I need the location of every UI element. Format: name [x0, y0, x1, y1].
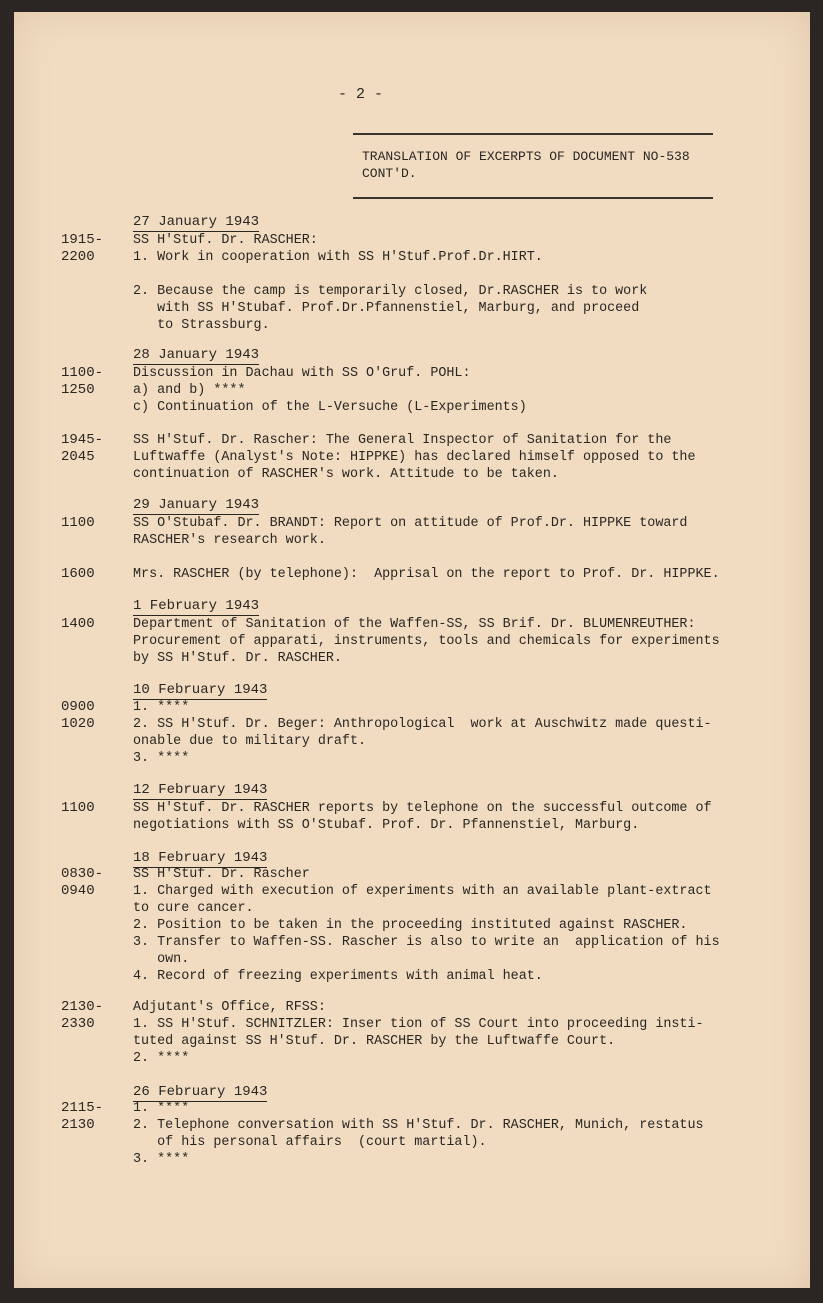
- entry-line: 3. ****: [133, 1152, 190, 1167]
- entry-line: continuation of RASCHER's work. Attitude to be taken.: [133, 467, 559, 482]
- entry-text: [133, 232, 733, 334]
- entry-line: 1. ****: [133, 1101, 190, 1116]
- entry-date: 1 February 1943: [133, 598, 260, 614]
- entry-line: 1. SS H'Stuf. SCHNITZLER: Inser tion of SS Court into proceeding insti-: [133, 1017, 704, 1032]
- time-value: 0830-: [61, 866, 104, 882]
- header-title: TRANSLATION OF EXCERPTS OF DOCUMENT NO-538: [362, 149, 690, 164]
- entry-line: 1. ****: [133, 700, 190, 715]
- entry-line: with SS H'Stubaf. Prof.Dr.Pfannenstiel, Marburg, and proceed: [133, 301, 640, 316]
- header-continued: CONT'D.: [362, 166, 417, 181]
- time-value: 0900: [61, 699, 95, 715]
- entry-date: 18 February 1943: [133, 850, 268, 866]
- entry-date: 27 January 1943: [133, 214, 260, 230]
- entry-text: [133, 699, 733, 767]
- entry-time: [61, 566, 95, 583]
- time-value: 1100: [61, 800, 95, 816]
- entry-line: to Strassburg.: [133, 318, 270, 333]
- entry-text: [133, 866, 733, 985]
- entry-line: Luftwaffe (Analyst's Note: HIPPKE) has declared himself opposed to the: [133, 450, 696, 465]
- entry-date: 26 February 1943: [133, 1084, 268, 1100]
- entry-line: 1. Charged with execution of experiments with an available plant-extract: [133, 884, 712, 899]
- entry-time: [61, 800, 95, 817]
- entry-line: c) Continuation of the L-Versuche (L-Experiments): [133, 400, 527, 415]
- entry-line: 2. SS H'Stuf. Dr. Beger: Anthropological work at Auschwitz made questi-: [133, 717, 712, 732]
- entry-text: [133, 999, 733, 1067]
- time-value: 1915-: [61, 232, 104, 248]
- entry-line: Procurement of apparati, instruments, tools and chemicals for experiments: [133, 634, 720, 649]
- time-value: 2330: [61, 1016, 95, 1032]
- entry-line: 2. Telephone conversation with SS H'Stuf. Dr. RASCHER, Munich, restatus: [133, 1118, 704, 1133]
- entry-line: Discussion in Dachau with SS O'Gruf. POHL:: [133, 366, 471, 381]
- time-value: 1600: [61, 566, 95, 582]
- entry-text: [133, 515, 733, 549]
- entry-time: [61, 699, 95, 733]
- entry-date: 29 January 1943: [133, 497, 260, 513]
- entry-time: [61, 616, 95, 633]
- time-value: 0940: [61, 883, 95, 899]
- entry-line: 3. Transfer to Waffen-SS. Rascher is also to write an application of his: [133, 935, 720, 950]
- entry-line: own.: [133, 952, 190, 967]
- entry-line: tuted against SS H'Stuf. Dr. RASCHER by the Luftwaffe Court.: [133, 1034, 616, 1049]
- entry-line: 1. Work in cooperation with SS H'Stuf.Prof.Dr.HIRT.: [133, 250, 543, 265]
- entry-line: SS H'Stuf. Dr. RASCHER reports by telephone on the successful outcome of: [133, 801, 712, 816]
- entry-text: [133, 365, 733, 416]
- entry-line: Adjutant's Office, RFSS:: [133, 1000, 326, 1015]
- entry-line: 4. Record of freezing experiments with animal heat.: [133, 969, 543, 984]
- time-value: 2115-: [61, 1100, 104, 1116]
- entry-line: Mrs. RASCHER (by telephone): Apprisal on the report to Prof. Dr. HIPPKE.: [133, 567, 720, 582]
- time-value: 1945-: [61, 432, 104, 448]
- entry-time: [61, 515, 95, 532]
- entry-line: 2. ****: [133, 1051, 190, 1066]
- entry-line: [133, 266, 733, 283]
- time-value: 1400: [61, 616, 95, 632]
- entry-line: RASCHER's research work.: [133, 533, 326, 548]
- time-value: 2130: [61, 1117, 95, 1133]
- entry-line: onable due to military draft.: [133, 734, 367, 749]
- header-rule-bottom: [353, 197, 713, 199]
- entry-time: [61, 432, 103, 466]
- entry-line: by SS H'Stuf. Dr. RASCHER.: [133, 651, 342, 666]
- entry-text: [133, 800, 733, 834]
- time-value: 1100: [61, 515, 95, 531]
- entry-line: 2. Position to be taken in the proceeding instituted against RASCHER.: [133, 918, 688, 933]
- time-value: 2045: [61, 449, 95, 465]
- entry-line: SS H'Stuf. Dr. RASCHER:: [133, 233, 318, 248]
- entry-time: [61, 999, 103, 1033]
- time-value: 1100-: [61, 365, 104, 381]
- entry-text: [133, 432, 733, 483]
- entry-date: 28 January 1943: [133, 347, 260, 363]
- page-number: - 2 -: [338, 86, 384, 103]
- entry-time: [61, 365, 103, 399]
- entry-text: [133, 566, 733, 583]
- entry-line: SS O'Stubaf. Dr. BRANDT: Report on attitude of Prof.Dr. HIPPKE toward: [133, 516, 688, 531]
- entry-time: [61, 232, 103, 266]
- entry-date: 12 February 1943: [133, 782, 268, 798]
- entry-time: [61, 1100, 103, 1134]
- entry-line: 3. ****: [133, 751, 190, 766]
- entry-text: [133, 1100, 733, 1168]
- entry-line: a) and b) ****: [133, 383, 246, 398]
- entry-line: to cure cancer.: [133, 901, 254, 916]
- entry-line: SS H'Stuf. Dr. Rascher: The General Inspector of Sanitation for the: [133, 433, 672, 448]
- entry-line: Department of Sanitation of the Waffen-SS, SS Brif. Dr. BLUMENREUTHER:: [133, 617, 696, 632]
- entry-date: 10 February 1943: [133, 682, 268, 698]
- entry-text: [133, 616, 733, 667]
- entry-time: [61, 866, 103, 900]
- time-value: 1250: [61, 382, 95, 398]
- document-header: [362, 149, 690, 183]
- time-value: 1020: [61, 716, 95, 732]
- header-rule-top: [353, 133, 713, 135]
- entry-line: SS H'Stuf. Dr. Rascher: [133, 867, 310, 882]
- entry-line: negotiations with SS O'Stubaf. Prof. Dr. Pfannenstiel, Marburg.: [133, 818, 640, 833]
- entry-line: of his personal affairs (court martial).: [133, 1135, 487, 1150]
- entry-line: 2. Because the camp is temporarily closed, Dr.RASCHER is to work: [133, 284, 648, 299]
- time-value: 2200: [61, 249, 95, 265]
- time-value: 2130-: [61, 999, 104, 1015]
